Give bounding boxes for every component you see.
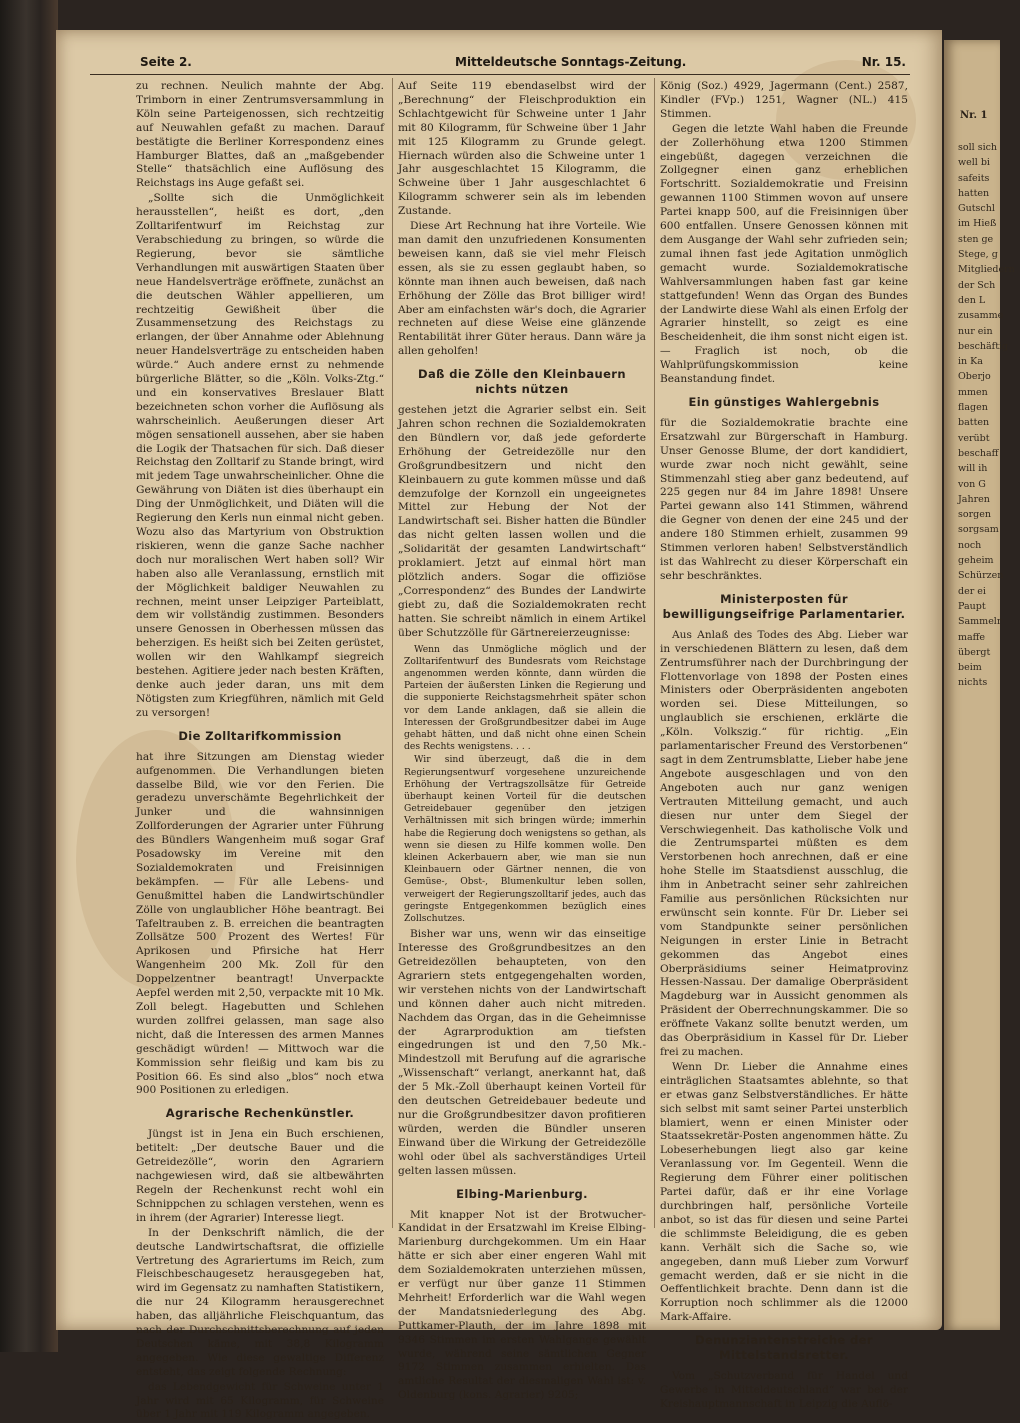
paragraph: König (Soz.) 4929, Jagermann (Cent.) 2587, Kindler (FVp.) 1251, Wagner (NL.) 415 Stimmen. [660, 80, 908, 120]
headline-denunziantenstreiche: Denunziantenstreiche der Mittelstandsretter. [695, 1333, 873, 1363]
paragraph: Auf Seite 119 ebendaselbst wird der „Berechnung“ der Fleischproduktion ein Schlachtgewicht für Schweine unter 1 Jahr mit 80 Kilogramm, für Schweine über 1 Jahr mit 125 Kilogramm zu Grunde gelegt. Hiernach würden also die Schweine unter 1 Jahr ausgeschlachtet 15 Kilogramm, die Schweine über 1 Jahr ausgeschlachtet 6 Kilogramm schwerer sein als im lebenden Zustande. [398, 80, 646, 218]
issue-number: Nr. 15. [861, 55, 906, 69]
column-1 [136, 80, 384, 1423]
headline-agrarische-rechenkuenstler: Agrarische Rechenkünstler. [165, 1106, 355, 1121]
adjacent-page-edge [944, 40, 1015, 1330]
paragraph: „Sollte sich die Unmöglichkeit herausstellen“, heißt es dort, „den Zolltarifentwurf im Reichstag zur Verabschiedung zu bringen, so würde die Regierung, bevor sie sämtliche Verhandlungen mit auswärtigen Staaten über neue Handelsverträge eröffnete, zunächst an die deutschen Wähler appellieren, um rechtzeitig Gewißheit über die Zusammensetzung des Reichstags zu erlangen, der über Annahme oder Ablehnung neuer Handelsverträge zu entscheiden haben würde.“ Auch andere ernst zu nehmende bürgerliche Blätter, so die „Köln. Volks-Ztg.“ und ein konservatives Breslauer Blatt bezeichneten schon vorher die Auflösung als wahrscheinlich. Aeußerungen dieser Art mögen sensationell aussehen, aber sie haben die Logik der Thatsachen für sich. Daß dieser Reichstag den Zolltarif zu Stande bringt, wird mit jedem Tage unwahrscheinlicher. Ohne die Gewährung von Diäten ist dies überhaupt ein Ding der Unmöglichkeit, und Diäten will die Regierung den Kerls nun einmal nicht geben. Wozu also das Martyrium von Obstruktion riskieren, wenn die ganze Sache nachher doch nur moralischen Wert haben soll? Wir haben also alle Veranlassung, ernstlich mit der Möglichkeit baldiger Neuwahlen zu rechnen, meint unser Leipziger Parteiblatt, dem wir vollständig zustimmen. Besonders unsere Genossen in Oberhessen müssen das beherzigen. Es heißt sich bei Zeiten gerüstet, wollen wir den Wahlkampf siegreich bestehen. Agitiere jeder nach besten Kräften, denke auch jeder daran, uns mit dem Nötigsten zum Kriegführen, nämlich mit Geld zu versorgen! [136, 192, 384, 719]
paragraph: das Lebendgewicht für Schweine unter 1 Jahr wird mit 65 Kilogramm, für Schweine über 1 Jahr mit 119 Kilogramm angegeben. [136, 1380, 384, 1421]
paragraph: Bisher war uns, wenn wir das einseitige Interesse des Großgrundbesitzes an den Getreidezöllen behaupteten, von den Agrariern stets entgegengehalten worden, wir verstehen nichts von der Landwirtschaft und können daher auch nicht mitreden. Nachdem das Organ, das in die Geheimnisse der Agrarproduktion am tiefsten eingedrungen ist und den 7,50 Mk.-Mindestzoll mit Berufung auf die agrarische „Wissenschaft“ verlangt, anerkannt hat, daß der 5 Mk.-Zoll überhaupt keinen Vorteil für den deutschen Getreidebauer bedeute und nur die Großgrundbesitzer davon profitieren würden, werden die Bündler unseren Einwand über die Wirkung der Getreidezölle wohl oder übel als sachverständiges Urteil gelten lassen müssen. [398, 928, 646, 1177]
quotation [404, 644, 646, 926]
page-header [90, 52, 910, 75]
column-rule [392, 78, 393, 1228]
headline-zolltarifkommission: Die Zolltarifkommission [178, 728, 342, 743]
paragraph: Aus Anlaß des Todes des Abg. Lieber war in verschiedenen Blättern zu lesen, daß dem Zentrumsführer nach der Durchbringung der Flottenvorlage von 1898 der Posten eines Ministers oder Oberpräsidenten angeboten worden sei. Diese Mitteilungen, so unglaublich sie erschienen, erklärte die „Köln. Volkszig.“ für richtig. „Ein parlamentarischer Freund des Verstorbenen“ sagt in dem Zentrumsblatte, Lieber habe jene Angebote ausgeschlagen und von den Angeboten auch nur ganz wenigen Vertrauten Mitteilung gemacht, und auch diesen nur unter dem Siegel der Verschwiegenheit. Das katholische Volk und die Zentrumspartei müßten es dem Verstorbenen hoch anrechnen, daß er eine hohe Stelle im Staatsdienst ausschlug, die ihm in Anbetracht seiner sehr zahlreichen Familie aus persönlichen Rücksichten nur erwünscht sein konnte. Für Dr. Lieber sei vom Standpunkte seiner persönlichen Neigungen in erster Linie in Betracht gekommen das Angebot eines Oberpräsidiums seiner Heimatprovinz Hessen-Nassau. Der damalige Oberpräsident Magdeburg war in Aussicht genommen als Präsident der Oberrechnungskammer. Die so eröffnete Vakanz sollte benutzt werden, um das Oberpräsidium in Kassel für Dr. Lieber frei zu machen. [660, 628, 908, 1058]
paragraph: gestehen jetzt die Agrarier selbst ein. Seit Jahren schon rechnen die Sozialdemokraten den Bündlern vor, daß jede geforderte Erhöhung der Getreidezölle nur den Großgrundbesitzern und nicht den Kleinbauern zu gute kommen müsse und daß demzufolge der Kornzoll ein ungeeignetes Mittel zur Hebung der Not der Landwirtschaft sei. Bisher hatten die Bündler das nicht gelten lassen wollen und die „Solidarität der gesamten Landwirtschaft“ proklamiert. Jetzt auf einmal hört man plötzlich anders. Sogar die offiziöse „Correspondenz“ des Bundes der Landwirte giebt zu, daß die Sozialdemokraten recht hatten. Sie schreibt nämlich in einem Artikel über Schutzzölle für Gärtnereierzeugnisse: [398, 404, 646, 639]
newspaper-title: Mitteldeutsche Sonntags-Zeitung. [455, 55, 687, 69]
column-3 [660, 80, 908, 1413]
page-number: Seite 2. [140, 55, 192, 69]
paragraph: hat ihre Sitzungen am Dienstag wieder aufgenommen. Die Verhandlungen bieten dasselbe Bild, wie vor den Ferien. Die geradezu unverschämte Begehrlichkeit der Junker und die wahnsinnigen Zollforderungen der Agrarier unter Führung des Bündlers Wangenheim muß sogar Graf Posadowsky im Vereine mit den Sozialdemokraten und Freisinnigen bekämpfen. — Für alle Lebens- und Genußmittel haben die Landwirtschündler Zölle von unglaublicher Höhe beantragt. Bei Tafeltrauben z. B. erreichen die beantragten Zollsätze 500 Prozent des Wertes! Für Aprikosen und Pfirsiche hat Herr Wangenheim 200 Mk. Zoll für den Doppelzentner beantragt! Unverpackte Aepfel werden mit 2,50, verpackte mit 10 Mk. Zoll belegt. Hagebutten und Schlehen wurden zollfrei gelassen, man sage also nicht, daß die Interessen des armen Mannes geschädigt würden! — Mittwoch war die Kommission sehr fleißig und kam bis zu Position 66. Es sind also „blos“ noch etwa 900 Positionen zu erledigen. [136, 750, 384, 1097]
paragraph: Wenn Dr. Lieber die Annahme eines einträglichen Staatsamtes ablehnte, so that er etwas ganz Selbstverständliches. Er hätte sich selbst mit samt seiner Partei unsterblich blamiert, wenn er einen Minister oder Staatssekretär-Posten angenommen hätte. Zu Lobeserhebungen liegt also gar keine Veranlassung vor. Im Gegenteil. Wenn die Regierung dem Führer einer politischen Partei dafür, daß er ihr eine Vorlage durchbringen half, persönliche Vorteile anbot, so ist das für diesen und seine Partei die schlimmste Beleidigung, die es geben kann. Verhält sich die Sache so, wie angegeben, dann muß Lieber zum Vorwurf gemacht werden, daß er sie nicht in die Oeffentlichkeit brachte. Denn dann ist die Korruption noch schlimmer als die 12000 Mark-Affaire. [660, 1060, 908, 1324]
headline-wahlergebnis: Ein günstiges Wahlergebnis [688, 394, 880, 409]
adjacent-page-text: soll sich well bi safeits hatten Gutschl im Hieß sten ge Stege, g Mitgliedern der Sch den L zusamme nur ein beschäftig in Ka Oberjo mmen flagen batten verübt beschaff will ih von G Jahren sorgen sorgsam noch geheim Schürzen der ei Paupt Sammelr maffe übergt beim nichts [958, 142, 1015, 689]
paragraph: zu rechnen. Neulich mahnte der Abg. Trimborn in einer Zentrumsversammlung in Köln seine Parteigenossen, sich rechtzeitig auf Neuwahlen gefaßt zu machen. Darauf bestätigte die Berliner Korrespondenz eines Hamburger Blattes, daß an „maßgebender Stelle“ thatsächlich eine Auflösung des Reichstags ins Auge gefaßt sei. [136, 80, 384, 190]
adjacent-page-header: Nr. 1 [960, 110, 988, 121]
headline-elbing-marienburg: Elbing-Marienburg. [456, 1186, 588, 1201]
paragraph: Diese Art Rechnung hat ihre Vorteile. Wie man damit den unzufriedenen Konsumenten beweisen kann, daß sie viel mehr Fleisch essen, als sie zu essen geglaubt haben, so könnte man ihnen auch beweisen, daß nach Erhöhung der Zölle das Brot billiger wird! Aber am einfachsten wär's doch, die Agrarier rechneten auf diese Weise eine glänzende Rentabilität ihrer Güter heraus. Dann wäre ja allen geholfen! [398, 220, 646, 358]
column-2 [398, 80, 646, 1404]
paragraph: Gegen die letzte Wahl haben die Freunde der Zollerhöhung etwa 1200 Stimmen eingebüßt, dagegen verzeichnen die Zollgegner einen ganz erheblichen Fortschritt. Sozialdemokratie und Freisinn gewannen 1100 Stimmen wovon auf unsere Partei knapp 500, auf die Freisinnigen über 600 entfallen. Unsere Genossen können mit dem Ausgange der Wahl sehr zufrieden sein; zumal ihnen fast jede Agitation unmöglich gemacht wurde. Sozialdemokratische Wahlversammlungen haben fast gar keine stattgefunden! Wenn das Organ des Bundes der Landwirte diese Wahl als einen Erfolg der Agrarier hinstellt, so zeigt es eine Bescheidenheit, die ihm sonst nicht eigen ist. — Fraglich ist noch, ob die Wahlprüfungskommission keine Beanstandung findet. [660, 122, 908, 386]
headline-ministerposten: Ministerposten für bewilligungseifrige Parlamentarier. [662, 591, 906, 621]
book-spine [0, 0, 58, 1352]
headline-zoelle-kleinbauern: Daß die Zölle den Kleinbauern nichts nützen [418, 367, 626, 397]
paragraph: In der Denkschrift nämlich, die der deutsche Landwirtschaftsrat, die offizielle Vertretung des Agrariertums im Reich, zum Fleischbeschaugesetz herausgegeben hat, wird im Gegensatz zu namhaften Statistikern, die nur 24 Kilogramm herausgerechnet haben, das alljährliche Fleischquantum, das nach der Durchschnittsberechnung auf jeden Deutschen käme, mit 38,8 Kilogramm angegeben. Wie diese gewaltige Differenz entsteht, das zeigt folgende Rechnung: [136, 1226, 384, 1378]
paragraph: für die Sozialdemokratie brachte eine Ersatzwahl zur Bürgerschaft in Hamburg. Unser Genosse Blume, der dort kandidiert, wurde zwar noch nicht gewählt, seine Stimmenzahl stieg aber ganz bedeutend, auf 225 gegen nur 84 im Jahre 1898! Unsere Partei gewann also 141 Stimmen, während die Gegner von denen der eine 245 und der andere 180 Stimmen erhielt, zusammen 99 Stimmen verloren haben! Selbstverständlich ist das Wahlrecht zu dieser Körperschaft ein sehr beschränktes. [660, 416, 908, 582]
quote-paragraph: Wir sind überzeugt, daß die in dem Regierungsentwurf vorgesehene unzureichende Erhöhung der Vertragszollsätze für Getreide überhaupt keinen Vorteil für die deutschen Getreidebauer gegenüber den jetzigen Verhältnissen mit sich bringen würde; immerhin habe die Regierung doch wenigstens so gethan, als wenn sie diesen zu Hilfe kommen wolle. Den kleinen Ackerbauern aber, wie man sie nun Kleinbauern oder Gärtner nennen, die von Gemüse-, Obst-, Blumenkultur leben sollen, verweigert der Regierungszolltarif jedes, auch das geringste Entgegenkommen bezüglich eines Zollschutzes. [404, 754, 646, 924]
paragraph: Vom „Schutzverband für Handel und Gewerbe in Mitteldeutschland“ war bei der Kreishauptmannschaft in Leipzig die Auflö- [660, 1370, 908, 1410]
column-rule [654, 78, 655, 1228]
paragraph: Jüngst ist in Jena ein Buch erschienen, betitelt: „Der deutsche Bauer und die Getreidezölle“, worin den Agrariern nachgewiesen wird, daß sie altbewährten Regeln der Rechenkunst recht wohl ein Schnippchen zu schlagen verstehen, wenn es in ihrem (der Agrarier) Interesse liegt. [136, 1128, 384, 1224]
paragraph: Mit knapper Not ist der Brotwucher-Kandidat in der Ersatzwahl im Kreise Elbing-Marienburg durchgekommen. Um ein Haar hätte er sich aber einer engeren Wahl mit dem Sozialdemokraten unterziehen müssen, er verfügt nur über ganze 11 Stimmen Mehrheit! Erforderlich war die Wahl wegen der Mandatsniederlegung des Abg. Puttkamer-Plauth, der im Jahre 1898 mit 9346 Stimmen im ersten Wahlgange gewählt wurde, während seine sämtlichen Gegner 9172 Stimmen zusammen erhielten. Das amtliche Resultat der diesmaligen Wahl ist: v. Oldenburg (kons. Agrarier) 9205; [398, 1208, 646, 1402]
quote-paragraph: Wenn das Unmögliche möglich und der Zolltarifentwurf des Bundesrats vom Reichstage angenommen werden könnte, dann würden die Parteien der äußersten Linken die Regierung und die supponierte Reichstagsmehrheit später schon vor dem Lande anklagen, daß sie allein die Interessen der Großgrundbesitzer dabei im Auge gehabt hätten, und daß nicht ohne einen Schein des Rechts wenigstens. . . . [404, 643, 646, 753]
